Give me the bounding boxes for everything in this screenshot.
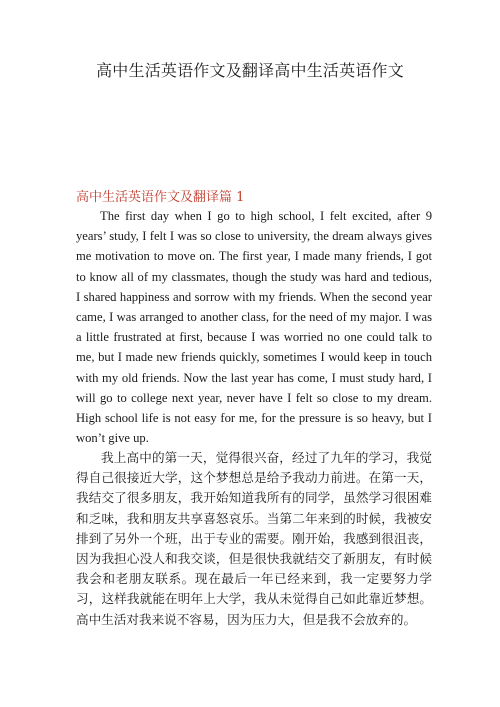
- english-paragraph: The first day when I go to high school, I felt excited, after 9 years’ study, I felt I was so close to university, the dream always gives me motivation to move on. The first year, I made many friends, I got to know all of my classmates, though the study was hard and tedious, I shared happiness and sorrow with my friends. When the second year came, I was arranged to another class, for the need of my major. I was a little frustrated at first, because I was worried no one could talk to me, but I made new friends quickly, sometimes I would keep in touch with my old friends. Now the last year has come, I must study hard, I will go to college next year, never have I felt so close to my dream. High school life is not easy for me, for the pressure is so heavy, but I won’t give up.: [76, 209, 432, 446]
- section-heading: 高中生活英语作文及翻译篇 1: [76, 190, 245, 205]
- document-title: 高中生活英语作文及翻译高中生活英语作文: [96, 61, 404, 80]
- chinese-paragraph: 我上高中的第一天，觉得很兴奋，经过了九年的学习，我觉得自己很接近大学，这个梦想总是给予我动力前进。在第一天，我结交了很多朋友，我开始知道我所有的同学，虽然学习很困难和乏味，我和朋友共享喜怒哀乐。当第二年来到的时候，我被安排到了另外一个班，出于专业的需要。刚开始，我感到很沮丧，因为我担心没人和我交谈，但是很快我就结交了新朋友，有时候我会和老朋友联系。现在最后一年已经来到，我一定要努力学习，这样我就能在明年上大学，我从未觉得自己如此靠近梦想。高中生活对我来说不容易，因为压力大，但是我不会放弃的。: [76, 450, 432, 627]
